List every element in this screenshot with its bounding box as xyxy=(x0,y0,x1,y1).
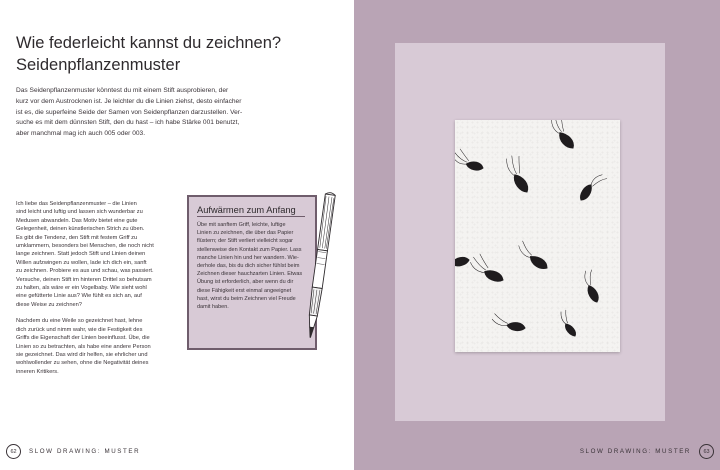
body-line: Medusen abwandeln. Das Motiv bietet eine gute xyxy=(16,217,138,224)
intro-line: Das Seidenpflanzenmuster könntest du mit einem Stift ausprobieren, der xyxy=(16,87,229,94)
warmup-divider xyxy=(197,216,305,217)
seed-drawing xyxy=(516,241,550,272)
seed-drawing xyxy=(455,148,486,173)
body-paragraph-2 xyxy=(16,317,176,376)
seed-drawing xyxy=(577,172,607,204)
footer-left xyxy=(6,444,140,459)
seed-drawing xyxy=(455,250,469,268)
body-column xyxy=(16,200,176,384)
page-title xyxy=(16,32,281,76)
warmup-line: Zeichnen dieser hauchzarten Linien. Etwas xyxy=(197,271,303,278)
warmup-line: hast, wirst du beim Zeichnen viel Freude xyxy=(197,295,296,302)
left-page xyxy=(0,0,354,470)
seed-drawing xyxy=(581,269,603,304)
body-line: Versuche, deinen Stift im hinteren Drittel so behutsam xyxy=(16,276,152,283)
intro-line: suche es mit dem dünnsten Stift, den du hast – ich habe Stärke 001 benutzt, xyxy=(16,119,240,127)
warmup-line: stellenweise den Kontakt zum Papier. Lass xyxy=(197,246,302,253)
body-line: Willen aufzwingen zu wollen, lade ich dich ein, sanft xyxy=(16,259,147,266)
body-line: eine gefütterte Linie aus? Wie fühlt es sich an, auf xyxy=(16,293,142,300)
page-number-badge: 63 xyxy=(699,444,714,459)
seed-drawing xyxy=(547,120,580,151)
seed-drawing xyxy=(557,309,579,338)
warmup-line: manche Linien hin und her wandern. Wie- xyxy=(197,254,299,261)
warmup-line: diese Fähigkeit erst einmal angeeignet xyxy=(197,287,292,294)
body-line: zu halten, als wäre er ein Vogelbaby. Wie sieht wohl xyxy=(16,285,147,292)
body-line: diese Weise zu zeichnen? xyxy=(16,301,82,308)
intro-paragraph xyxy=(16,86,336,140)
body-line: wohlwollender zu sehen, ohne die Negativität deines xyxy=(16,360,149,367)
seed-drawing xyxy=(503,153,537,195)
body-line: Es gibt die Tendenz, den Stift mit festem Griff zu xyxy=(16,234,138,241)
body-paragraph-1 xyxy=(16,200,176,309)
body-line: Griffs die Eigenschaft der Linien beeinflusst. Übe, die xyxy=(16,335,150,342)
warmup-text xyxy=(197,221,307,311)
warmup-line: derhole das, bis du dich sicher fühlst beim xyxy=(197,263,300,270)
warmup-line: Linien zu zeichnen, die über das Papier xyxy=(197,230,294,237)
warmup-line: flüstern; der Stift verliert vielleicht sogar xyxy=(197,238,293,245)
warmup-heading: Aufwärmen zum Anfang xyxy=(197,205,296,215)
body-line: zu zeichnen. Probiere es aus und schau, was passiert. xyxy=(16,268,154,275)
body-line: Linien so zu betrachten, als habe eine andere Person xyxy=(16,343,151,350)
milkweed-pattern-artwork xyxy=(455,120,620,352)
running-head: SLOW DRAWING: MUSTER xyxy=(579,448,691,455)
intro-line: kurz vor dem Austrocknen ist. Je leichter du die Linien ziehst, desto einfacher xyxy=(16,97,242,105)
warmup-line: damit haben. xyxy=(197,304,229,311)
page-number-badge: 62 xyxy=(6,444,21,459)
intro-line: ist es, die superfeine Seide der Samen von Seidenpflanzen darzustellen. Ver- xyxy=(16,108,243,116)
body-line: Nachdem du eine Weile so gezeichnet hast, lehne xyxy=(16,318,143,325)
body-line: Gelegenheit, deinen künstlerischen Strich zu üben. xyxy=(16,226,145,233)
seed-drawing xyxy=(468,252,508,285)
pen-illustration xyxy=(303,188,337,348)
title-line-1: Wie federleicht kannst du zeichnen? xyxy=(16,34,282,52)
body-line: dich zurück und nimm wahr, wie die Festigkeit des xyxy=(16,326,143,333)
body-line: Ich liebe das Seidenpflanzenmuster – die Linien xyxy=(16,201,137,207)
body-line: sie gezeichnet. Das wird dir helfen, sie ehrlicher und xyxy=(16,351,148,358)
body-line: sind leicht und luftig und lassen sich wunderbar zu xyxy=(16,209,143,216)
milkweed-seed-drawings xyxy=(455,120,620,352)
intro-line: aber manchmal mag ich auch 005 oder 003. xyxy=(16,130,146,138)
running-head: SLOW DRAWING: MUSTER xyxy=(29,448,141,455)
body-line: umklammern, besonders bei Menschen, die noch nicht xyxy=(16,243,154,250)
body-line: inneren Kritikers. xyxy=(16,368,59,375)
title-line-2: Seidenpflanzenmuster xyxy=(16,56,181,74)
warmup-line: Übe mit sanftem Griff, leichte, luftige xyxy=(197,222,286,228)
warmup-box xyxy=(187,195,317,350)
body-line: lange zeichnen. Statt jedoch Stift und Linien deinen xyxy=(16,251,146,258)
warmup-line: Übung ist erforderlich, aber wenn du dir xyxy=(197,279,294,286)
seed-drawing xyxy=(491,313,527,332)
footer-right xyxy=(580,444,714,459)
